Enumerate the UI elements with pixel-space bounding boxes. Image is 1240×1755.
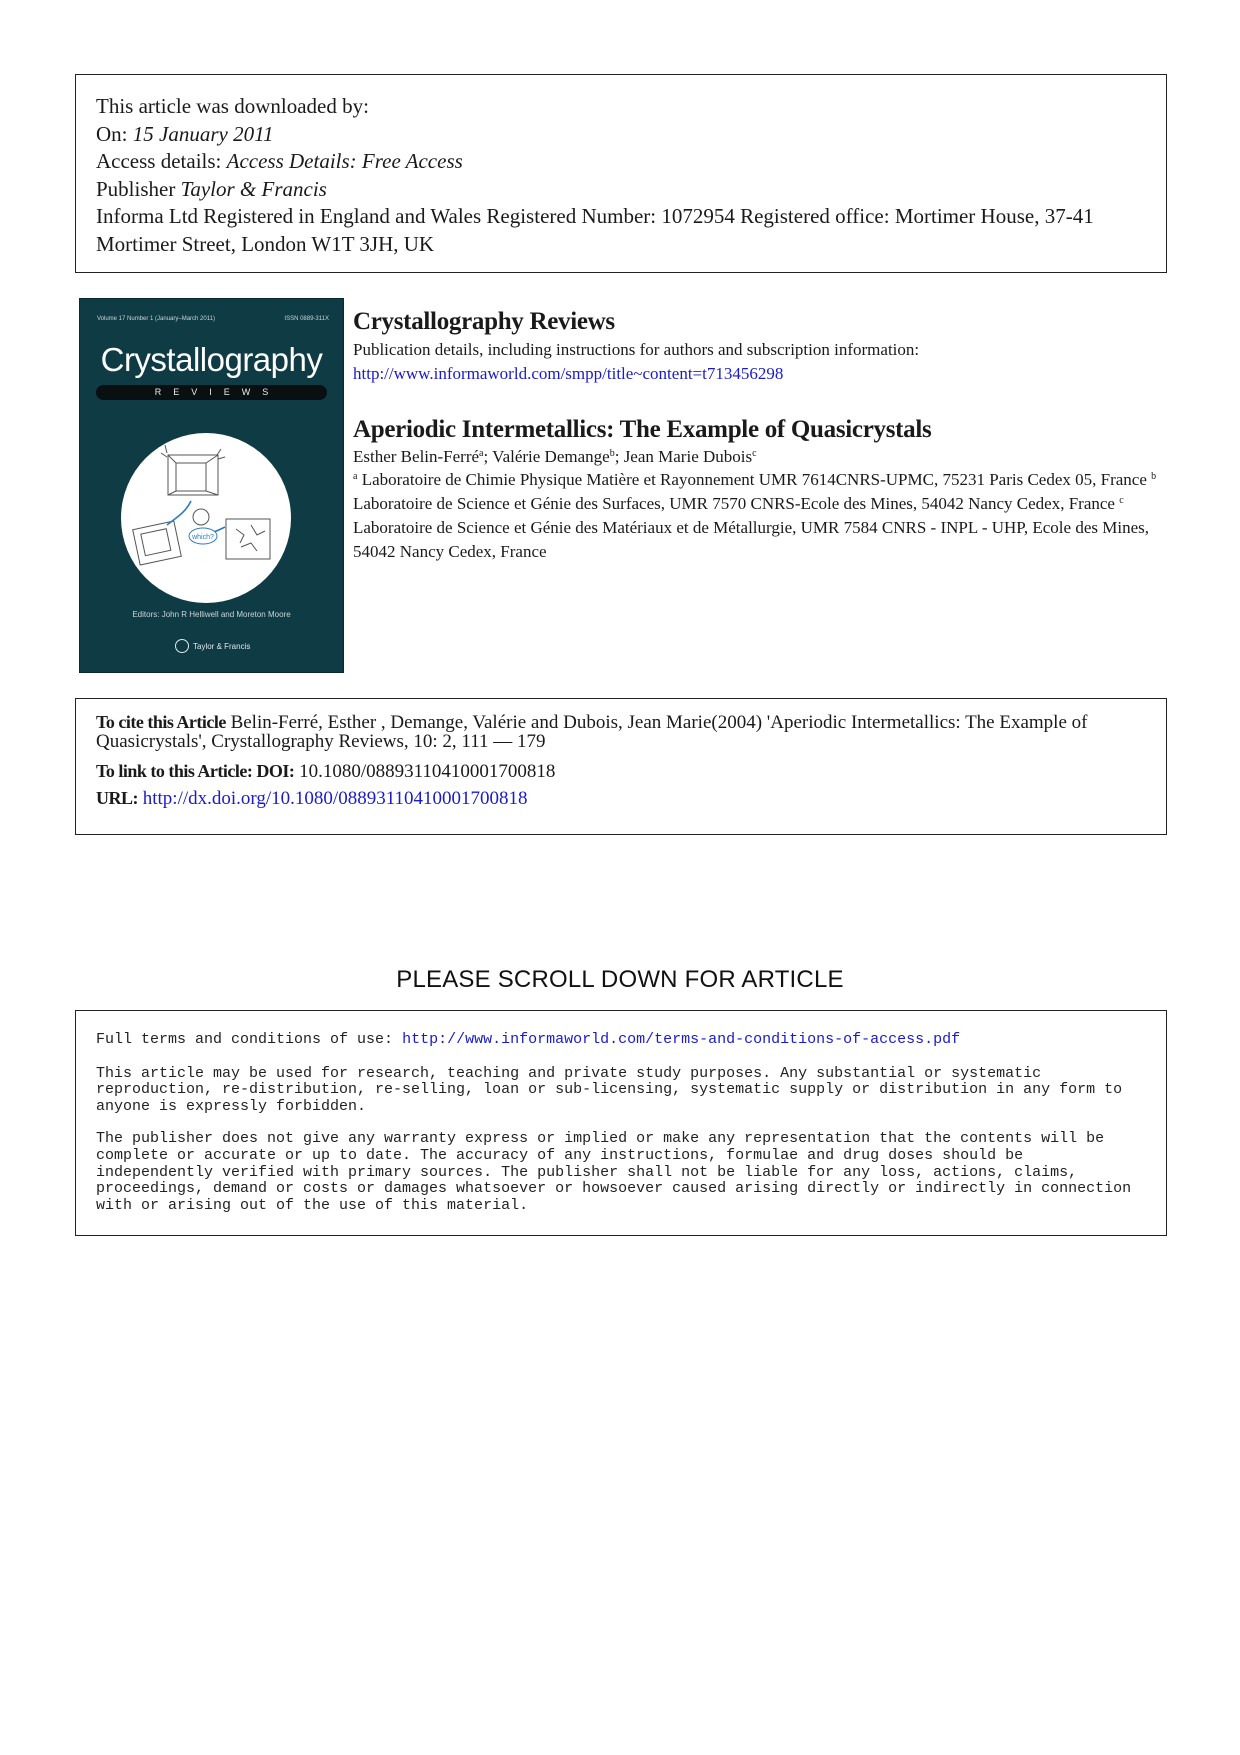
publisher-value: Taylor & Francis: [180, 176, 327, 201]
article-info: [353, 306, 1173, 564]
cover-volume-text: Volume 17 Number 1 (January–March 2011): [97, 316, 215, 322]
cover-issn-text: ISSN 0889-311X: [284, 316, 329, 322]
scroll-down-notice: PLEASE SCROLL DOWN FOR ARTICLE: [396, 966, 844, 993]
download-date-line: [96, 121, 1146, 149]
affiliation-text: Laboratoire de Chimie Physique Matière et Rayonnement UMR 7614CNRS-UPMC, 75231 Paris Cedex 05, France: [357, 470, 1152, 489]
download-date-value: 15 January 2011: [132, 121, 274, 146]
author-name: Esther Belin-Ferré: [353, 447, 480, 466]
cover-publisher-logo: [175, 639, 250, 653]
citation-label: To cite this Article: [96, 712, 226, 732]
access-details-value: Access Details: Free Access: [226, 149, 463, 173]
doi-value: 10.1080/08893110410001700818: [294, 761, 556, 782]
article-title: Aperiodic Intermetallics: The Example of Quasicrystals: [353, 416, 932, 443]
access-details-line: [96, 148, 1146, 176]
cover-reviews-band: REVIEWS: [96, 385, 327, 400]
citation-box: [75, 698, 1167, 835]
affiliation-text: Laboratoire de Science et Génie des Matériaux et de Métallurgie, UMR 7584 CNRS - INPL - UHP, Ecole des Mines, 54042 Nancy Cedex, France: [353, 518, 1149, 561]
download-date-label: On:: [96, 121, 128, 146]
download-info-box: [75, 74, 1167, 273]
cover-editors: Editors: John R Helliwell and Moreton Moore: [132, 610, 291, 619]
publication-details: Publication details, including instructions for authors and subscription information:: [353, 340, 920, 359]
full-terms-label: Full terms and conditions of use:: [96, 1031, 403, 1048]
doi-url-link[interactable]: http://dx.doi.org/10.1080/08893110410001700818: [142, 788, 528, 809]
doi-row: [96, 758, 1146, 785]
usage-terms-paragraph: This article may be used for research, teaching and private study purposes. Any substantial or systematic reproduction, re-distribution, re-selling, loan or sub-licensing, systematic supply or distribution in any form to anyone is expressly forbidden.: [96, 1064, 1123, 1115]
terms-link[interactable]: http://www.informaworld.com/terms-and-conditions-of-access.pdf: [402, 1031, 961, 1048]
affiliation-text: Laboratoire de Science et Génie des Surfaces, UMR 7570 CNRS-Ecole des Mines, 54042 Nancy Cedex, France: [353, 494, 1120, 513]
downloaded-by-line: This article was downloaded by:: [96, 94, 369, 118]
author-affiliation-marker: c: [752, 448, 757, 459]
author-name: Jean Marie Dubois: [623, 447, 753, 466]
cover-journal-name: Crystallography: [100, 341, 323, 378]
terms-box: [75, 1010, 1167, 1236]
taylor-francis-logo-icon: [175, 639, 189, 653]
crystal-structure-icon: [121, 433, 291, 603]
cover-top-line: [97, 316, 329, 322]
access-details-label: Access details:: [96, 149, 222, 173]
cover-publisher-text: Taylor & Francis: [193, 641, 251, 651]
author-separator: ;: [483, 447, 493, 466]
author-affiliation-marker: a: [479, 448, 484, 459]
url-row: [96, 785, 1146, 812]
url-label: URL:: [96, 788, 138, 808]
full-terms-line: [96, 1032, 1146, 1049]
journal-cover-image: [79, 298, 344, 673]
disclaimer-paragraph: The publisher does not give any warranty express or implied or make any representation that the contents will be complete or accurate or up to date. The accuracy of any instructions, formulae and drug doses should be independently verified with primary sources. The publisher shall not be liable for any loss, actions, claims, proceedings, demand or costs or damages whatsoever or howsoever caused arising directly or indirectly in connection with or arising out of the use of this material.: [96, 1130, 1132, 1214]
affiliation-marker: c: [1119, 495, 1124, 506]
affiliation-marker: a: [353, 471, 358, 482]
author-list: [353, 446, 1173, 468]
citation-body: Belin-Ferré, Esther , Demange, Valérie and Dubois, Jean Marie(2004) 'Aperiodic Intermetallics: The Example of Quasicrystals', Crystallography Reviews, 10: 2, 111 — 179: [96, 712, 1088, 752]
author-separator: ;: [614, 447, 624, 466]
publisher-label: Publisher: [96, 176, 176, 201]
cover-illustration: [121, 433, 291, 603]
registered-office-text: Informa Ltd Registered in England and Wales Registered Number: 1072954 Registered office: Mortimer House, 37-41 Mortimer Street, London W1T 3JH, UK: [96, 204, 1094, 256]
journal-title: Crystallography Reviews: [353, 308, 615, 335]
publisher-line: [96, 176, 1146, 204]
affiliation-marker: b: [1151, 471, 1157, 482]
author-affiliation-marker: b: [609, 448, 615, 459]
journal-link[interactable]: http://www.informaworld.com/smpp/title~content=t713456298: [353, 364, 784, 383]
cover-bubble-text: which?: [192, 534, 214, 541]
doi-label: To link to this Article: DOI:: [96, 761, 295, 781]
affiliations: [353, 468, 1168, 564]
citation-text: [96, 713, 1146, 751]
author-name: Valérie Demange: [492, 447, 610, 466]
